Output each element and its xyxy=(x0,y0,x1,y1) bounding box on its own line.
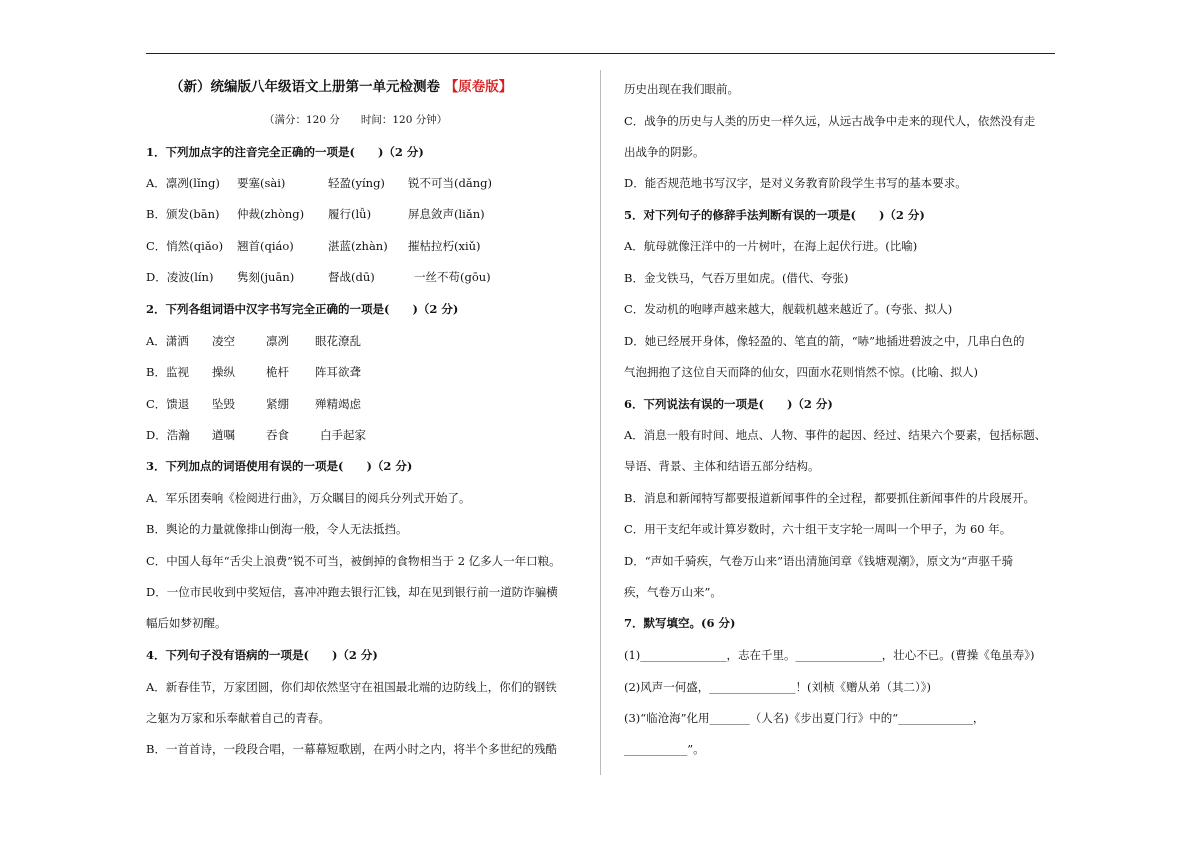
option-word: 坠毁 xyxy=(212,397,235,411)
question-4-option-a: A．新春佳节，万家团圆，你们却依然坚守在祖国最北端的边防线上，你们的钢铁 xyxy=(146,680,557,694)
option-word: C．馈退 xyxy=(146,397,190,411)
question-4-option-c-cont: 出战争的阴影。 xyxy=(624,145,705,159)
option-word: 阵耳欲聋 xyxy=(315,365,361,379)
question-2-stem: 2．下列各组词语中汉字书写完全正确的一项是( )（2 分) xyxy=(146,302,459,316)
option-word: 轻盈(yíng) xyxy=(328,176,385,190)
question-7-blank-2: (2)风声一何盛，_______________！(刘桢《赠从弟（其二）》) xyxy=(624,680,932,694)
question-6-option-b: B．消息和新闻特写都要报道新闻事件的全过程，都要抓住新闻事件的片段展开。 xyxy=(624,491,1035,505)
option-word: 白手起家 xyxy=(320,428,366,442)
question-5-option-a: A．航母就像汪洋中的一片树叶，在海上起伏行进。(比喻) xyxy=(624,239,918,253)
question-5-option-d-cont: 气泡拥抱了这位自天而降的仙女，四面水花则悄然不惊。(比喻、拟人) xyxy=(624,365,978,379)
option-word: 凛冽 xyxy=(266,334,289,348)
option-word: D．浩瀚 xyxy=(146,428,190,442)
option-word: 遒嘱 xyxy=(212,428,235,442)
question-1-option-a xyxy=(146,175,492,191)
option-word: 摧枯拉朽(xiǔ) xyxy=(408,239,481,253)
option-word: C．悄然(qiǎo) xyxy=(146,239,224,253)
question-3-option-b: B．舆论的力量就像排山倒海一般，令人无法抵挡。 xyxy=(146,522,408,536)
question-1-option-b xyxy=(146,206,485,222)
question-3-option-a: A．军乐团奏响《检阅进行曲》，万众瞩目的阅兵分列式开始了。 xyxy=(146,491,471,505)
option-word: 湛蓝(zhàn) xyxy=(328,239,388,253)
title-text: （新）统编版八年级语文上册第一单元检测卷 xyxy=(170,79,440,95)
question-5-stem: 5．对下列句子的修辞手法判断有误的一项是( )（2 分) xyxy=(624,208,925,222)
question-2-option-c xyxy=(146,396,361,412)
question-7-blank-1: (1)_______________，志在千里。_______________，壮心不已。(曹操《龟虽寿》) xyxy=(624,648,1035,662)
option-word: 一丝不苟(gōu) xyxy=(414,270,491,284)
question-5-option-b: B．金戈铁马，气吞万里如虎。(借代、夸张) xyxy=(624,271,849,285)
question-1-option-c xyxy=(146,238,481,254)
question-6-stem: 6．下列说法有误的一项是( )（2 分) xyxy=(624,397,833,411)
question-4-option-a-cont: 之躯为万家和乐奉献着自己的青春。 xyxy=(146,711,330,725)
option-word: 操纵 xyxy=(212,365,235,379)
option-word: 屏息敛声(liǎn) xyxy=(408,207,485,221)
question-7-stem: 7．默写填空。(6 分) xyxy=(624,616,736,630)
header-rule xyxy=(146,53,1055,54)
exam-info: （满分：120 分 时间：120 分钟） xyxy=(264,114,448,126)
page-title xyxy=(170,79,512,95)
option-word: 翘首(qiáo) xyxy=(237,239,294,253)
option-word: 殚精竭虑 xyxy=(315,397,361,411)
option-word: 眼花潦乱 xyxy=(315,334,361,348)
title-tag: 【原卷版】 xyxy=(444,79,513,95)
question-4-option-b-cont: 历史出现在我们眼前。 xyxy=(624,82,739,96)
question-3-option-c: C．中国人每年“舌尖上浪费”锐不可当，被倒掉的食物相当于 2 亿多人一年口粮。 xyxy=(146,554,561,568)
option-word: 紧绷 xyxy=(266,397,289,411)
question-5-option-d: D．她已经展开身体，像轻盈的、笔直的箭，“哧”地插进碧波之中，几串白色的 xyxy=(624,334,1025,348)
option-word: 督战(dū) xyxy=(328,270,375,284)
question-7-blank-3-cont: ___________”。 xyxy=(624,742,705,756)
option-word: D．凌波(lín) xyxy=(146,270,214,284)
question-2-option-b xyxy=(146,364,361,380)
option-word: B．监视 xyxy=(146,365,189,379)
question-6-option-d-cont: 疾，气卷万山来”。 xyxy=(624,585,722,599)
question-6-option-a: A．消息一般有时间、地点、人物、事件的起因、经过、结果六个要素，包括标题、 xyxy=(624,428,1047,442)
question-3-stem: 3．下列加点的词语使用有误的一项是( )（2 分) xyxy=(146,459,413,473)
question-4-option-c: C．战争的历史与人类的历史一样久远，从远古战争中走来的现代人，依然没有走 xyxy=(624,114,1036,128)
question-7-blank-3: (3)“临沧海”化用_______（人名)《步出夏门行》中的“_____________， xyxy=(624,711,985,725)
option-word: 履行(lǚ) xyxy=(328,207,372,221)
option-word: A．凛冽(lǐng) xyxy=(146,176,220,190)
option-word: B．颁发(bān) xyxy=(146,207,220,221)
option-word: 要塞(sài) xyxy=(237,176,286,190)
question-1-stem: 1．下列加点字的注音完全正确的一项是( )（2 分) xyxy=(146,145,424,159)
question-4-option-b: B．一首首诗，一段段合唱，一幕幕短歌剧，在两小时之内，将半个多世纪的残酷 xyxy=(146,742,557,756)
question-6-option-d: D．“声如千骑疾，气卷万山来”语出清施闰章《钱塘观潮》，原文为“声驱千骑 xyxy=(624,554,1014,568)
column-divider xyxy=(600,70,601,775)
option-word: 仲裁(zhòng) xyxy=(237,207,305,221)
question-6-option-a-cont: 导语、背景、主体和结语五部分结构。 xyxy=(624,459,820,473)
question-2-option-d xyxy=(146,427,366,443)
option-word: 桅杆 xyxy=(266,365,289,379)
option-word: 凌空 xyxy=(212,334,235,348)
question-4-stem: 4．下列句子没有语病的一项是( )（2 分) xyxy=(146,648,378,662)
question-3-option-d: D．一位市民收到中奖短信，喜冲冲跑去银行汇钱，却在见到银行前一道防诈骗横 xyxy=(146,585,558,599)
option-word: A．潇洒 xyxy=(146,334,189,348)
option-word: 锐不可当(dǎng) xyxy=(408,176,492,190)
option-word: 吞食 xyxy=(266,428,289,442)
option-word: 隽刻(juān) xyxy=(237,270,295,284)
question-2-option-a xyxy=(146,333,361,349)
question-5-option-c: C．发动机的咆哮声越来越大，舰载机越来越近了。(夸张、拟人) xyxy=(624,302,953,316)
question-3-option-d-cont: 幅后如梦初醒。 xyxy=(146,616,227,630)
question-1-option-d xyxy=(146,269,491,285)
question-6-option-c: C．用干支纪年或计算岁数时，六十组干支字轮一周叫一个甲子，为 60 年。 xyxy=(624,522,1012,536)
question-4-option-d: D．能否规范地书写汉字，是对义务教育阶段学生书写的基本要求。 xyxy=(624,176,967,190)
